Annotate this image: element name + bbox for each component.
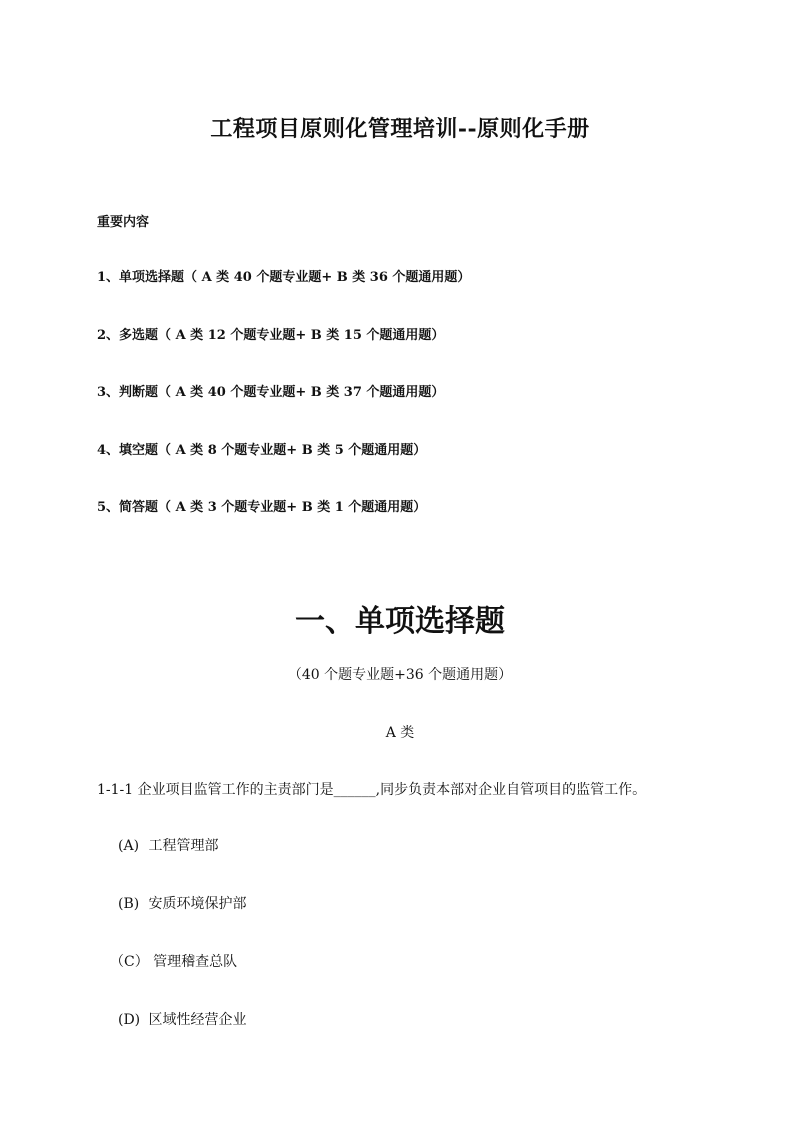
option-d	[118, 1010, 246, 1068]
document-title: 工程项目原则化管理培训--原则化手册	[210, 116, 590, 142]
outline-item-multiple-choice: 2、多选题（ A 类 12 个题专业题+ B 类 15 个题通用题）	[97, 327, 445, 343]
option-c	[110, 952, 246, 1010]
option-c-text: 管理稽查总队	[153, 954, 238, 970]
outline-item-true-false: 3、判断题（ A 类 40 个题专业题+ B 类 37 个题通用题）	[97, 385, 445, 400]
section-subtitle: （40 个题专业题+36 个题通用题）	[287, 667, 513, 683]
option-c-key: （C）	[110, 954, 149, 970]
option-a-text: 工程管理部	[148, 838, 219, 854]
option-b-key: (B)	[118, 896, 140, 912]
outline-item-single-choice: 1、单项选择题（ A 类 40 个题专业题+ B 类 36 个题通用题）	[97, 270, 471, 285]
question-text: 1-1-1 企业项目监管工作的主责部门是______,同步负责本部对企业自管项目的监管工作。	[97, 782, 647, 798]
outline-item-fill-blank: 4、填空题（ A 类 8 个题专业题+ B 类 5 个题通用题）	[97, 442, 427, 458]
option-b	[118, 894, 246, 952]
option-a	[118, 836, 246, 894]
answer-options	[110, 836, 247, 1068]
outline-list	[97, 268, 470, 556]
category-label: A 类	[385, 725, 415, 741]
option-a-key: (A)	[118, 838, 140, 854]
option-d-key: (D)	[118, 1012, 141, 1028]
section-title: 一、单项选择题	[295, 604, 505, 639]
option-d-text: 区域性经营企业	[148, 1012, 247, 1028]
outline-item-short-answer: 5、简答题（ A 类 3 个题专业题+ B 类 1 个题通用题）	[97, 500, 427, 515]
intro-heading: 重要内容	[97, 215, 150, 230]
option-b-text: 安质环境保护部	[148, 896, 247, 912]
